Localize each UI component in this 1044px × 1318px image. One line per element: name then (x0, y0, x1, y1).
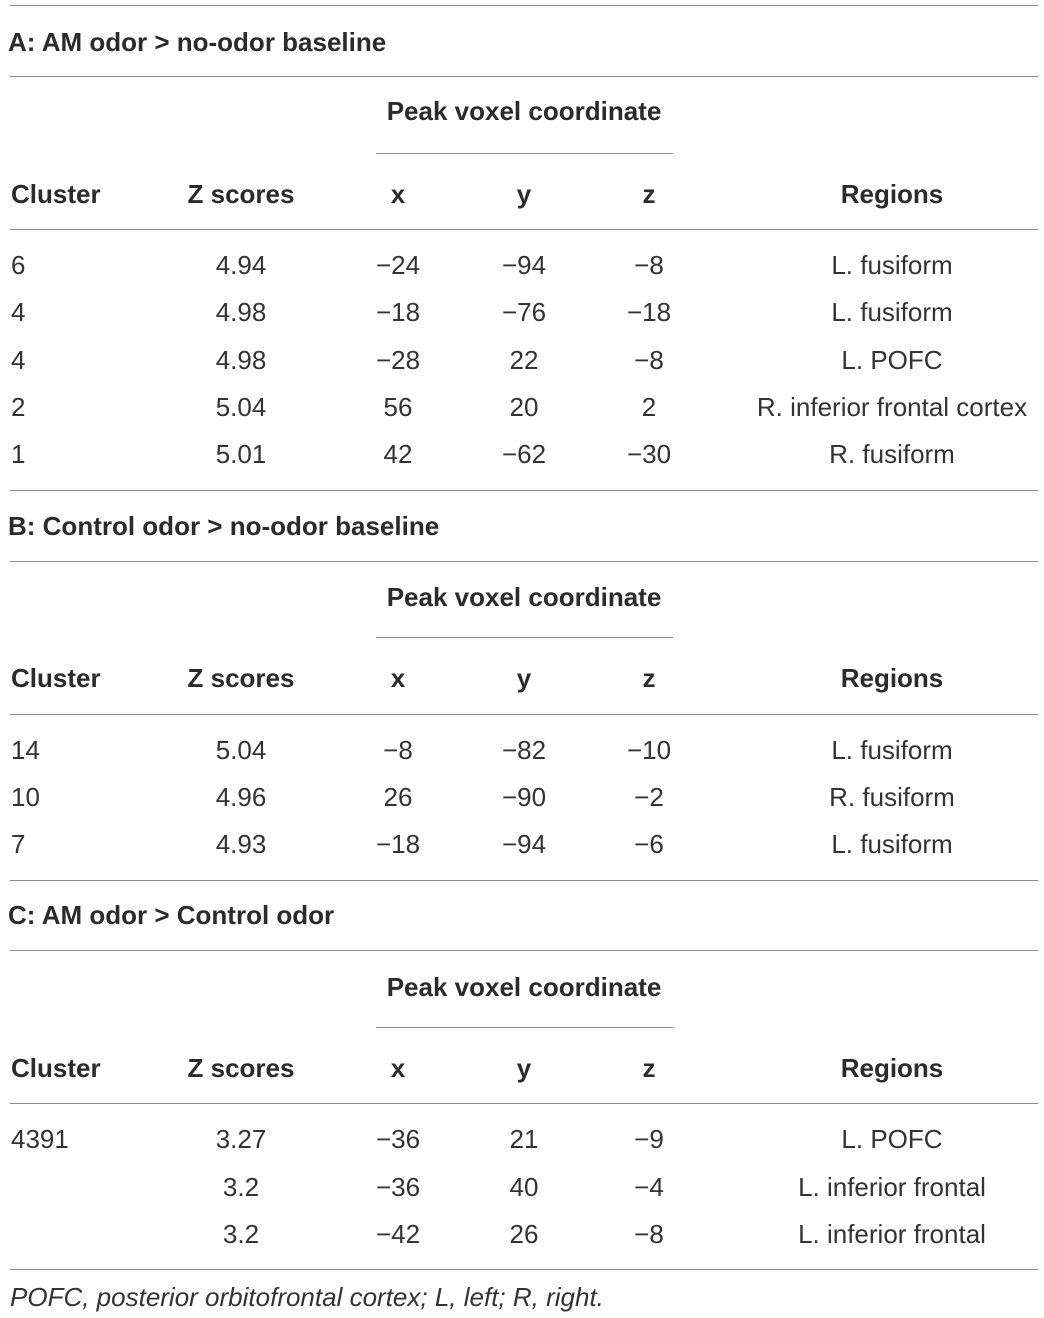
cell-x: −28 (375, 345, 421, 375)
cell-x: −36 (375, 1124, 421, 1154)
cell-cluster: 14 (11, 735, 40, 765)
cell-z: −18 (626, 297, 672, 327)
cell-z: −8 (634, 250, 664, 280)
section-c-title: C: AM odor > Control odor (8, 900, 335, 930)
cell-cluster: 4 (11, 297, 26, 327)
column-header-x: x (390, 663, 406, 693)
column-header-regions: Regions (840, 1053, 944, 1083)
cell-z-score: 3.2 (222, 1172, 260, 1202)
cell-region: L. inferior frontal (798, 1219, 986, 1249)
cell-y: 21 (509, 1124, 539, 1154)
section-c-peak-underline (376, 1027, 673, 1028)
column-header-z-scores: Z scores (187, 1053, 295, 1083)
section-c-header-rule (10, 1103, 1038, 1104)
cell-z: −6 (634, 829, 664, 859)
cell-cluster: 6 (11, 250, 26, 280)
section-b-title-rule (10, 561, 1038, 562)
cell-region: L. fusiform (831, 297, 953, 327)
cell-region: L. fusiform (831, 829, 953, 859)
column-header-cluster: Cluster (11, 179, 101, 209)
column-header-z: z (642, 179, 656, 209)
cell-z: −8 (634, 1219, 664, 1249)
cell-z: −30 (626, 439, 672, 469)
cell-region: L. POFC (841, 1124, 943, 1154)
cell-z-score: 5.04 (215, 735, 267, 765)
column-header-regions: Regions (840, 179, 944, 209)
table-footnote: POFC, posterior orbitofrontal cortex; L, left; R, right. (10, 1282, 604, 1312)
cell-region: L. inferior frontal (798, 1172, 986, 1202)
cell-cluster: 7 (11, 829, 26, 859)
column-header-x: x (390, 1053, 406, 1083)
section-a-peak-underline (376, 153, 673, 154)
cell-x: −24 (375, 250, 421, 280)
cell-z: −10 (626, 735, 672, 765)
cell-z: −4 (634, 1172, 664, 1202)
cell-region: R. fusiform (829, 439, 955, 469)
cell-region: L. POFC (841, 345, 943, 375)
column-header-cluster: Cluster (11, 1053, 101, 1083)
cell-z: 2 (641, 392, 657, 422)
cell-x: −8 (383, 735, 413, 765)
cell-z: −9 (634, 1124, 664, 1154)
cell-z-score: 4.94 (215, 250, 267, 280)
cell-x: 56 (383, 392, 413, 422)
section-a-title-rule (10, 76, 1038, 77)
cell-z-score: 4.96 (215, 782, 267, 812)
cell-region: R. fusiform (829, 782, 955, 812)
column-header-z-scores: Z scores (187, 179, 295, 209)
cell-y: −94 (501, 250, 547, 280)
column-header-y: y (516, 179, 532, 209)
column-header-cluster: Cluster (11, 663, 101, 693)
cell-cluster: 10 (11, 782, 40, 812)
cell-x: 42 (383, 439, 413, 469)
column-header-z: z (642, 1053, 656, 1083)
section-a-peak-header: Peak voxel coordinate (386, 96, 662, 126)
cell-z: −8 (634, 345, 664, 375)
cell-region: L. fusiform (831, 735, 953, 765)
cell-y: −76 (501, 297, 547, 327)
cell-cluster: 4 (11, 345, 26, 375)
cell-x: −42 (375, 1219, 421, 1249)
section-b-title: B: Control odor > no-odor baseline (8, 511, 440, 541)
column-header-z-scores: Z scores (187, 663, 295, 693)
cell-z-score: 4.93 (215, 829, 267, 859)
cell-x: −18 (375, 297, 421, 327)
column-header-x: x (390, 179, 406, 209)
column-header-y: y (516, 1053, 532, 1083)
section-a-header-rule (10, 229, 1038, 230)
section-c-title-rule (10, 950, 1038, 951)
cell-y: −94 (501, 829, 547, 859)
section-b-header-rule (10, 714, 1038, 715)
section-b-peak-underline (376, 637, 673, 638)
cell-z-score: 4.98 (215, 297, 267, 327)
cell-z-score: 3.2 (222, 1219, 260, 1249)
cell-z-score: 3.27 (215, 1124, 267, 1154)
column-header-regions: Regions (840, 663, 944, 693)
cell-y: −82 (501, 735, 547, 765)
cell-x: −36 (375, 1172, 421, 1202)
cell-y: 40 (509, 1172, 539, 1202)
cell-z-score: 4.98 (215, 345, 267, 375)
section-c-peak-header: Peak voxel coordinate (386, 972, 662, 1002)
cell-y: −62 (501, 439, 547, 469)
table-bottom-rule (10, 1269, 1038, 1270)
cell-cluster: 4391 (11, 1124, 69, 1154)
column-header-z: z (642, 663, 656, 693)
cell-z: −2 (634, 782, 664, 812)
cell-y: 22 (509, 345, 539, 375)
section-b-bottom-rule (10, 880, 1038, 881)
section-b-peak-header: Peak voxel coordinate (386, 582, 662, 612)
cell-region: L. fusiform (831, 250, 953, 280)
cell-cluster: 2 (11, 392, 26, 422)
column-header-y: y (516, 663, 532, 693)
cell-y: −90 (501, 782, 547, 812)
cell-cluster: 1 (11, 439, 26, 469)
cell-z-score: 5.04 (215, 392, 267, 422)
cell-z-score: 5.01 (215, 439, 267, 469)
cell-region: R. inferior frontal cortex (756, 392, 1028, 422)
cell-x: −18 (375, 829, 421, 859)
cell-y: 26 (509, 1219, 539, 1249)
cell-x: 26 (383, 782, 413, 812)
section-a-title: A: AM odor > no-odor baseline (8, 27, 387, 57)
section-a-bottom-rule (10, 490, 1038, 491)
cell-y: 20 (509, 392, 539, 422)
table-top-rule (10, 5, 1038, 6)
